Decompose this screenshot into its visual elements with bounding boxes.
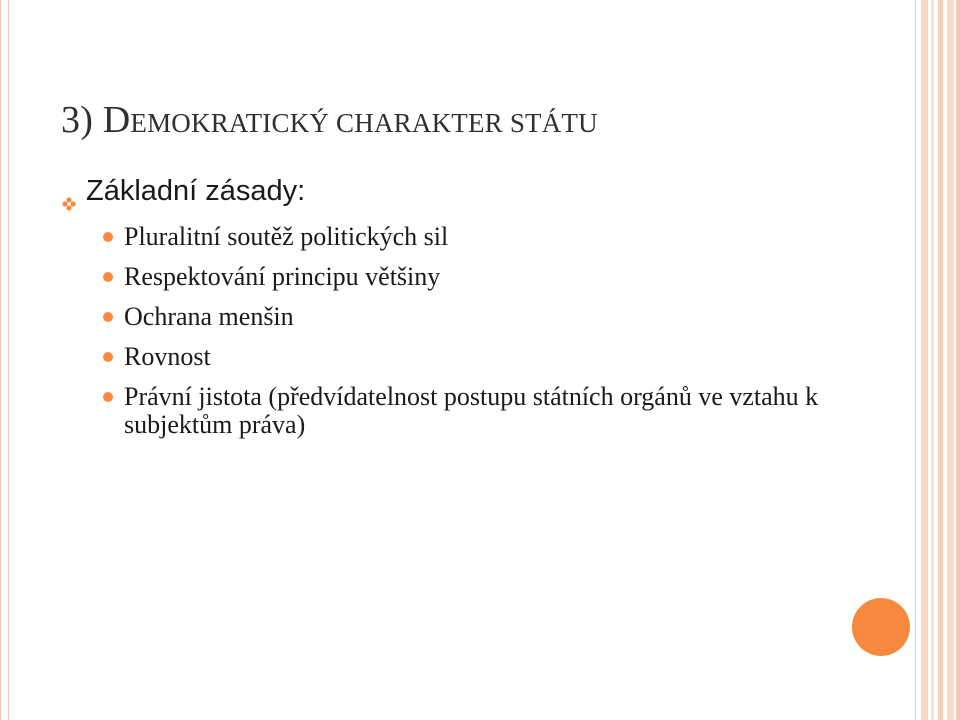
slide-title	[61, 98, 598, 142]
list-item	[103, 263, 883, 291]
bullet-list	[103, 223, 883, 451]
dot-icon	[103, 392, 113, 402]
list-item-text: Právní jistota (předvídatelnost postupu státních orgánů ve vztahu k subjektům práva)	[124, 382, 819, 439]
left-frame-border	[0, 0, 9, 720]
list-item	[103, 383, 883, 439]
decorative-circle	[852, 598, 910, 656]
list-item-text: Respektování principu většiny	[124, 262, 441, 291]
dot-icon	[103, 232, 113, 242]
list-item	[103, 343, 883, 371]
list-item	[103, 223, 883, 251]
list-item-text: Ochrana menšin	[124, 302, 294, 331]
dot-icon	[103, 352, 113, 362]
dot-icon	[103, 312, 113, 322]
title-small-caps: EMOKRATICKÝ CHARAKTER STÁTU	[130, 108, 598, 138]
decorative-stripes	[912, 0, 960, 720]
title-number: 3) D	[61, 99, 131, 141]
heading-item	[62, 175, 305, 208]
list-item-text: Rovnost	[124, 342, 211, 371]
flower-icon	[62, 186, 76, 200]
heading-text: Základní zásady:	[86, 175, 306, 207]
list-item	[103, 303, 883, 331]
list-item-text: Pluralitní soutěž politických sil	[124, 222, 449, 251]
dot-icon	[103, 272, 113, 282]
